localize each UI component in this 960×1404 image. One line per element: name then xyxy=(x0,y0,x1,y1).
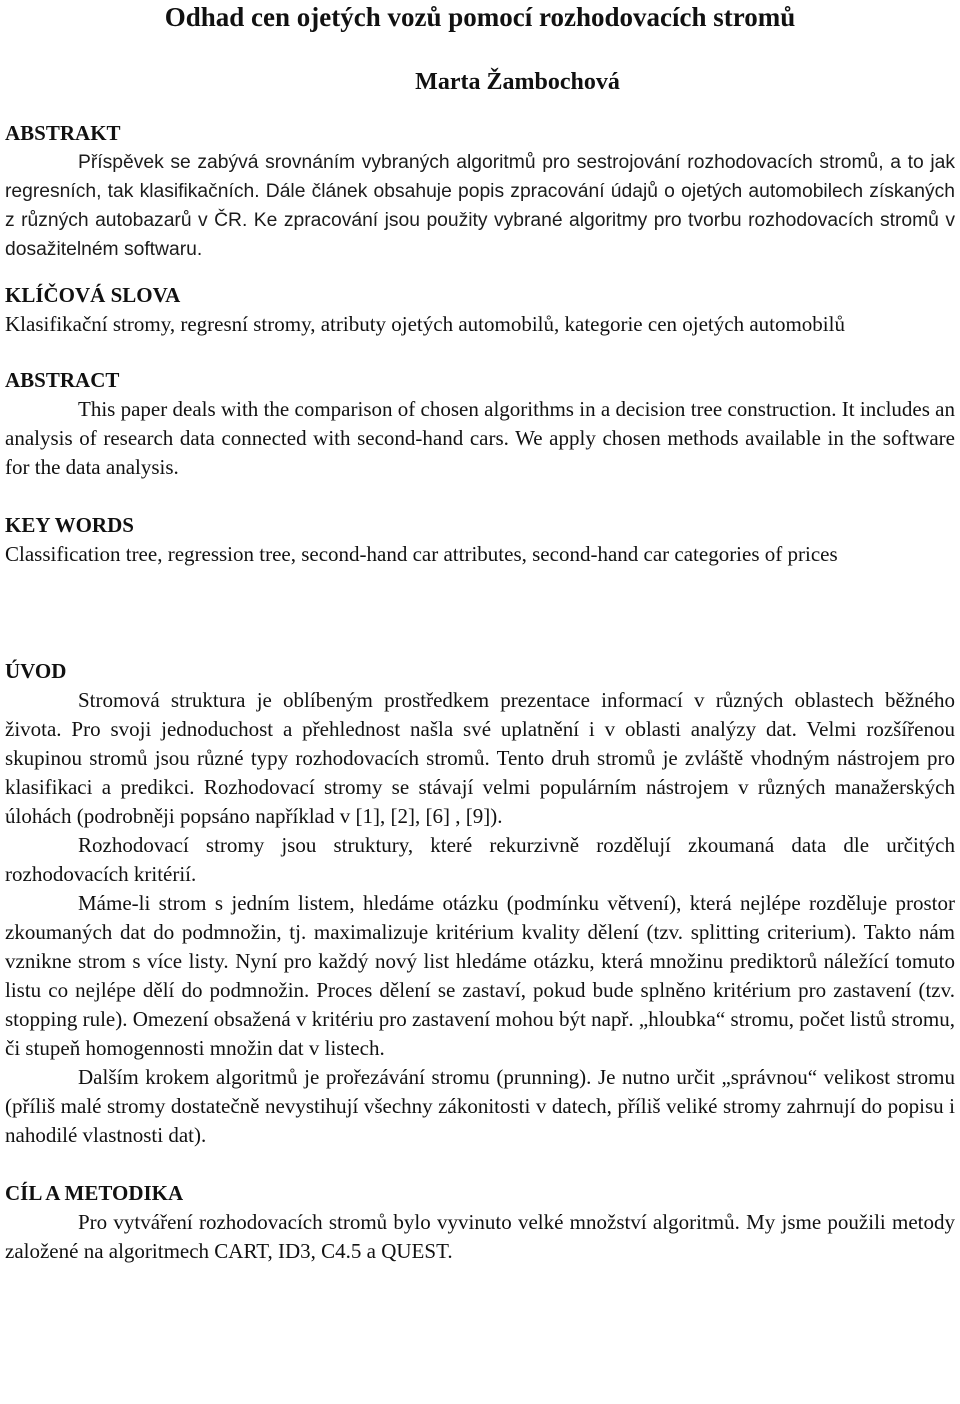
uvod-paragraph: Stromová struktura je oblíbeným prostředkem prezentace informací v různých oblastech běžného života. Pro svoji jednoduchost a přehlednost našla své uplatnění i v oblasti analýzy dat. Velmi rozšířenou skupinou stromů jsou různé typy rozhodovacích stromů. Tento druh stromů je zvláště vhodným nástrojem pro klasifikaci a predikci. Rozhodovací stromy se stávají velmi populárním nástrojem v různých manažerských úlohách (podrobněji popsáno například v [1], [2], [6] , [9]). xyxy=(5,688,955,828)
cil-a-metodika-section xyxy=(5,1179,955,1266)
uvod-paragraph: Máme-li strom s jedním listem, hledáme otázku (podmínku větvení), která nejlépe rozděluje prostor zkoumaných dat do podmnožin, tj. maximalizuje kritérium kvality dělení (tzv. splitting criterium). Takto nám vznikne strom s více listy. Nyní pro každý nový list hledáme otázku, která množinu prediktorů náležící tomuto listu co nejlépe dělí do podmnožin. Proces dělení se zastaví, pokud bude splněno kritérium pro zastavení (tzv. stopping rule). Omezení obsažená v kritériu pro zastavení mohou být např. „hloubka“ stromu, počet listů stromu, či stupeň homogennosti množin dat v listech. xyxy=(5,891,956,1060)
uvod-section xyxy=(5,657,955,1150)
klicova-slova-section xyxy=(5,281,955,339)
paper-title: Odhad cen ojetých vozů pomocí rozhodovacích stromů xyxy=(164,2,796,32)
klicova-slova-text: Klasifikační stromy, regresní stromy, atributy ojetých automobilů, kategorie cen ojetých automobilů xyxy=(5,312,845,336)
cil-a-metodika-heading: CÍL A METODIKA xyxy=(5,1181,184,1205)
key-words-text: Classification tree, regression tree, second-hand car attributes, second-hand car categories of prices xyxy=(5,542,838,566)
key-words-section xyxy=(5,511,955,569)
abstrakt-section xyxy=(5,119,955,264)
abstract-section xyxy=(5,366,955,482)
uvod-paragraph: Dalším krokem algoritmů je prořezávání stromu (prunning). Je nutno určit „správnou“ velikost stromu (příliš malé stromy dostatečně nevystihují všechny zákonitosti v datech, příliš veliké stromy zahrnují do popisu i nahodilé vlastnosti dat). xyxy=(5,1065,955,1147)
abstract-text: This paper deals with the comparison of chosen algorithms in a decision tree construction. It includes an analysis of research data connected with second-hand cars. We apply chosen methods available in the software for the data analysis. xyxy=(5,397,955,479)
key-words-heading: KEY WORDS xyxy=(5,513,134,537)
uvod-paragraph: Rozhodovací stromy jsou struktury, které rekurzivně rozdělují zkoumaná data dle určitých rozhodovacích kritérií. xyxy=(5,833,955,886)
author-name: Marta Žambochová xyxy=(415,69,620,95)
klicova-slova-heading: KLÍČOVÁ SLOVA xyxy=(5,283,181,307)
cil-a-metodika-paragraph: Pro vytváření rozhodovacích stromů bylo vyvinuto velké množství algoritmů. My jsme použili metody založené na algoritmech CART, ID3, C4.5 a QUEST. xyxy=(5,1210,955,1263)
abstract-heading: ABSTRACT xyxy=(5,368,120,392)
uvod-heading: ÚVOD xyxy=(5,659,67,683)
abstrakt-text: Příspěvek se zabývá srovnáním vybraných algoritmů pro sestrojování rozhodovacích stromů, a to jak regresních, tak klasifikačních. Dále článek obsahuje popis zpracování údajů o ojetých automobilech získaných z různých autobazarů v ČR. Ke zpracování jsou použity vybrané algoritmy pro tvorbu rozhodovacích stromů v dosažitelném softwaru. xyxy=(5,152,955,260)
abstrakt-heading: ABSTRAKT xyxy=(5,121,121,145)
